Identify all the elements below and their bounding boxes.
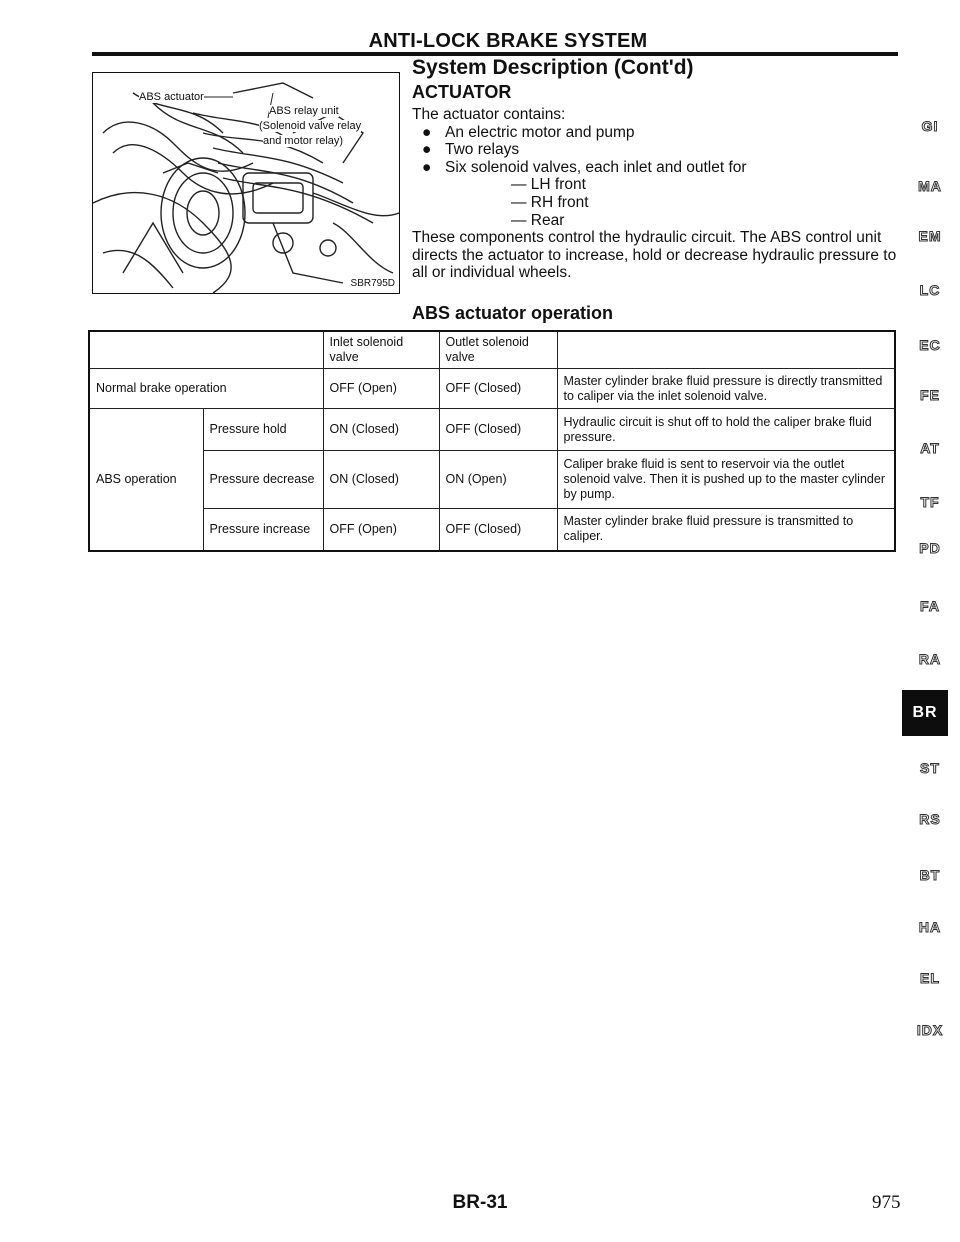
- side-tab-ec[interactable]: EC: [919, 337, 941, 353]
- side-tab-ra[interactable]: RA: [918, 651, 942, 667]
- side-tab-tf[interactable]: TF: [920, 494, 940, 510]
- outlet-state: OFF (Closed): [439, 409, 557, 451]
- bullet-icon: ●: [422, 123, 432, 141]
- actuator-paragraph: These components control the hydraulic circuit. The ABS control unit directs the actuator to increase, hold or decrease hydraulic pressure to all or individual wheels.: [412, 229, 897, 282]
- mode-label: Pressure increase: [203, 509, 323, 551]
- row-label: Normal brake operation: [89, 369, 323, 409]
- table-row: [89, 369, 895, 409]
- label-abs-relay-unit: ABS relay unit: [269, 105, 339, 117]
- outlet-state: OFF (Closed): [439, 369, 557, 409]
- side-tab-em[interactable]: EM: [918, 228, 942, 244]
- actuator-contents-list: [412, 124, 898, 230]
- label-relay-detail-2: and motor relay): [263, 135, 344, 147]
- table-row: [89, 509, 895, 551]
- page-title: ANTI-LOCK BRAKE SYSTEM: [368, 30, 648, 52]
- side-tab-br[interactable]: BR: [902, 690, 948, 736]
- header-inlet: Inlet solenoid valve: [323, 331, 439, 369]
- figure-reference: SBR795D: [350, 278, 395, 289]
- bullet-icon: ●: [422, 158, 432, 176]
- inlet-state: ON (Closed): [323, 409, 439, 451]
- side-tab-at[interactable]: AT: [920, 440, 940, 456]
- outlet-state: OFF (Closed): [439, 509, 557, 551]
- side-tab-st[interactable]: ST: [920, 760, 940, 776]
- side-tab-rs[interactable]: RS: [919, 811, 941, 827]
- list-item-text: Two relays: [445, 141, 520, 159]
- side-tab-ha[interactable]: HA: [918, 919, 942, 935]
- row-description: Hydraulic circuit is shut off to hold the caliper brake fluid pressure.: [557, 409, 895, 451]
- sub-list-item: — Rear: [511, 211, 565, 229]
- actuator-figure: [92, 72, 400, 294]
- section-title: System Description (Cont'd): [412, 56, 694, 79]
- header-blank: [89, 331, 323, 369]
- sub-list-item: — RH front: [511, 193, 589, 211]
- side-tab-fa[interactable]: FA: [920, 598, 940, 614]
- side-tab-idx[interactable]: IDX: [916, 1022, 944, 1038]
- side-tab-el[interactable]: EL: [920, 970, 940, 986]
- side-tab-lc[interactable]: LC: [919, 282, 941, 298]
- actuator-illustration: [93, 73, 399, 293]
- table-header-row: [89, 331, 895, 369]
- list-item: [412, 159, 898, 229]
- table-title: ABS actuator operation: [412, 303, 614, 323]
- inlet-state: OFF (Open): [323, 509, 439, 551]
- side-tab-gi[interactable]: GI: [921, 118, 939, 134]
- inlet-state: OFF (Open): [323, 369, 439, 409]
- table-row: [89, 451, 895, 509]
- page-code: BR-31: [452, 1192, 508, 1213]
- abs-operation-label: ABS operation: [89, 409, 203, 551]
- actuator-heading: ACTUATOR: [412, 82, 512, 102]
- side-tab-fe[interactable]: FE: [920, 387, 940, 403]
- list-item: [412, 124, 898, 142]
- table-row: [89, 409, 895, 451]
- side-tab-pd[interactable]: PD: [919, 540, 941, 556]
- sub-list-item: — LH front: [511, 176, 586, 194]
- row-description: Caliper brake fluid is sent to reservoir via the outlet solenoid valve. Then it is pushed up to the master cylinder by pump.: [557, 451, 895, 509]
- list-item-text: Six solenoid valves, each inlet and outlet for: [445, 158, 747, 176]
- page-number: 975: [872, 1192, 901, 1213]
- header-outlet: Outlet solenoid valve: [439, 331, 557, 369]
- list-item: [412, 141, 898, 159]
- actuator-intro: The actuator contains:: [412, 106, 566, 123]
- side-tab-bt[interactable]: BT: [919, 867, 941, 883]
- row-description: Master cylinder brake fluid pressure is directly transmitted to caliper via the inlet solenoid valve.: [557, 369, 895, 409]
- side-tab-ma[interactable]: MA: [918, 178, 942, 194]
- mode-label: Pressure decrease: [203, 451, 323, 509]
- bullet-icon: ●: [422, 141, 432, 159]
- mode-label: Pressure hold: [203, 409, 323, 451]
- label-relay-detail-1: (Solenoid valve relay: [259, 120, 362, 132]
- inlet-state: ON (Closed): [323, 451, 439, 509]
- abs-operation-table: [88, 330, 896, 552]
- row-description: Master cylinder brake fluid pressure is transmitted to caliper.: [557, 509, 895, 551]
- outlet-state: ON (Open): [439, 451, 557, 509]
- header-description: [557, 331, 895, 369]
- list-item-text: An electric motor and pump: [445, 123, 635, 141]
- actuator-text: [412, 106, 898, 282]
- label-abs-actuator: ABS actuator: [139, 91, 204, 103]
- valve-location-list: [445, 176, 898, 229]
